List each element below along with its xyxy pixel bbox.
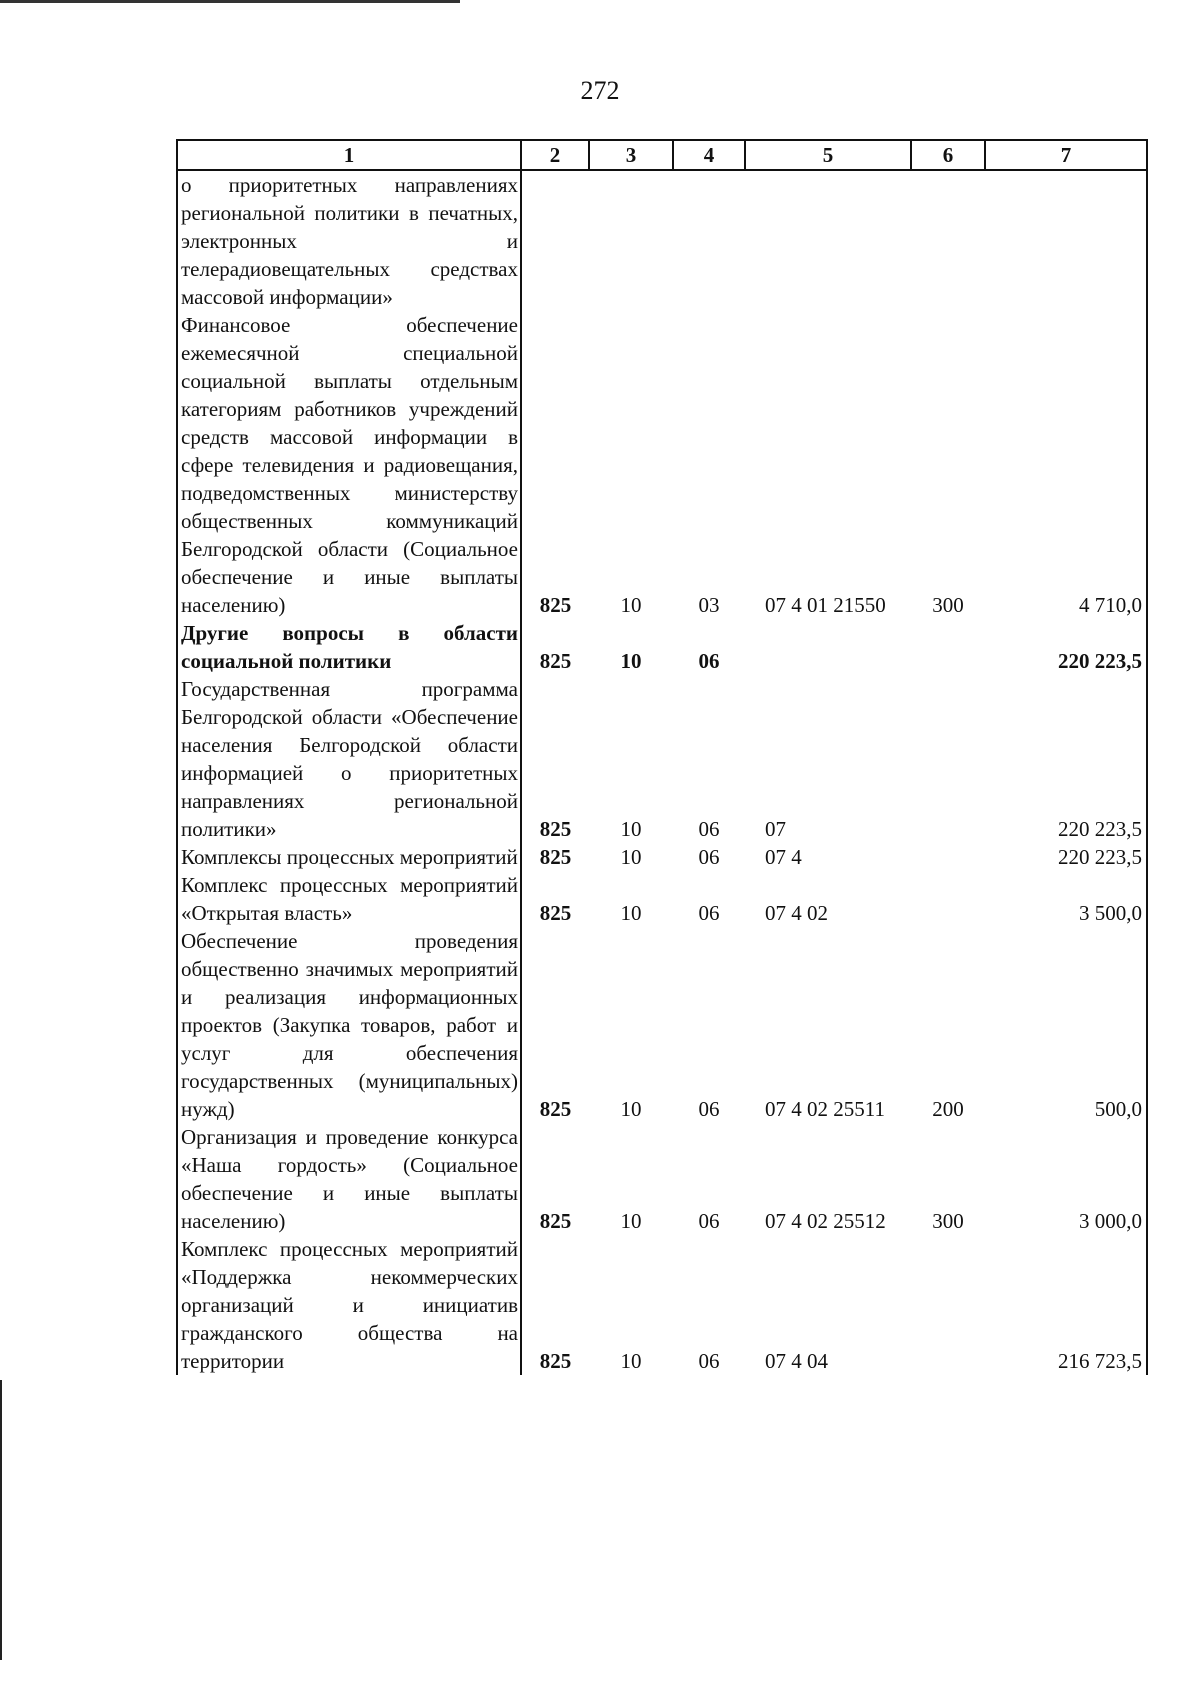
row-description: Государственная программа Белгородской области «Обеспечение населения Белгородской области информацией о приоритетных направлениях региональной политики» bbox=[177, 675, 521, 843]
row-ministry-code: 825 bbox=[539, 1349, 572, 1373]
column-header: 7 bbox=[985, 140, 1147, 170]
row-expense-type bbox=[911, 170, 985, 311]
row-subsection: 06 bbox=[698, 1209, 720, 1233]
row-section bbox=[589, 170, 673, 311]
row-ministry-code: 825 bbox=[539, 817, 572, 841]
row-amount: 3 500,0 bbox=[985, 871, 1147, 927]
column-header: 4 bbox=[673, 140, 745, 170]
row-section: 10 bbox=[620, 901, 642, 925]
table-row bbox=[177, 1235, 1147, 1375]
row-target-code bbox=[745, 619, 911, 675]
table-row bbox=[177, 871, 1147, 927]
row-description: Комплекс процессных мероприятий «Поддержка некоммерческих организаций и инициатив гражданского общества на территории bbox=[177, 1235, 521, 1375]
row-target-code: 07 4 02 bbox=[765, 901, 828, 925]
row-description: Финансовое обеспечение ежемесячной специальной социальной выплаты отдельным категориям работников учреждений средств массовой информации в сфере телевидения и радиовещания, подведомственных министерству общественных коммуникаций Белгородской области (Социальное обеспечение и иные выплаты населению) bbox=[177, 311, 521, 619]
row-expense-type: 300 bbox=[932, 1209, 964, 1233]
row-section: 10 bbox=[620, 649, 642, 673]
row-subsection: 06 bbox=[698, 649, 720, 673]
row-expense-type bbox=[911, 871, 985, 927]
table-row bbox=[177, 311, 1147, 619]
table-row bbox=[177, 619, 1147, 675]
row-target-code bbox=[745, 170, 911, 311]
row-subsection: 06 bbox=[698, 817, 720, 841]
row-expense-type bbox=[911, 1235, 985, 1375]
row-description: Комплекс процессных мероприятий «Открытая власть» bbox=[177, 871, 521, 927]
row-expense-type: 300 bbox=[932, 593, 964, 617]
row-description: Обеспечение проведения общественно значимых мероприятий и реализация информационных проектов (Закупка товаров, работ и услуг для обеспечения государственных (муниципальных) нужд) bbox=[177, 927, 521, 1123]
row-subsection: 06 bbox=[698, 1349, 720, 1373]
row-subsection: 06 bbox=[698, 1097, 720, 1121]
row-expense-type bbox=[911, 843, 985, 871]
row-section: 10 bbox=[620, 1349, 642, 1373]
page-number: 272 bbox=[580, 76, 620, 105]
table-header-row bbox=[177, 140, 1147, 170]
row-amount: 220 223,5 bbox=[985, 619, 1147, 675]
column-header: 5 bbox=[745, 140, 911, 170]
budget-table bbox=[176, 139, 1148, 1375]
row-ministry-code: 825 bbox=[539, 845, 572, 869]
row-target-code: 07 4 bbox=[765, 845, 802, 869]
row-description: о приоритетных направлениях региональной политики в печатных, электронных и телерадиовещательных средствах массовой информации» bbox=[177, 170, 521, 311]
table-row bbox=[177, 170, 1147, 311]
row-amount: 220 223,5 bbox=[985, 675, 1147, 843]
row-target-code: 07 4 02 25511 bbox=[765, 1097, 885, 1121]
row-section: 10 bbox=[620, 1209, 642, 1233]
row-ministry-code: 825 bbox=[539, 901, 572, 925]
row-section: 10 bbox=[620, 845, 642, 869]
row-amount: 4 710,0 bbox=[985, 311, 1147, 619]
row-amount: 3 000,0 bbox=[985, 1123, 1147, 1235]
row-expense-type bbox=[911, 675, 985, 843]
row-amount: 500,0 bbox=[985, 927, 1147, 1123]
row-section: 10 bbox=[620, 1097, 642, 1121]
row-description: Комплексы процессных мероприятий bbox=[177, 843, 521, 871]
row-amount: 216 723,5 bbox=[985, 1235, 1147, 1375]
row-ministry-code: 825 bbox=[539, 593, 572, 617]
column-header: 3 bbox=[589, 140, 673, 170]
top-edge-line bbox=[0, 0, 460, 3]
row-ministry-code: 825 bbox=[539, 1097, 572, 1121]
row-amount: 220 223,5 bbox=[985, 843, 1147, 871]
binding-edge-line bbox=[0, 1380, 2, 1660]
row-description: Организация и проведение конкурса «Наша гордость» (Социальное обеспечение и иные выплаты населению) bbox=[177, 1123, 521, 1235]
column-header: 1 bbox=[177, 140, 521, 170]
row-target-code: 07 4 04 bbox=[765, 1349, 828, 1373]
table-row bbox=[177, 927, 1147, 1123]
row-description: Другие вопросы в области социальной политики bbox=[177, 619, 521, 675]
column-header: 6 bbox=[911, 140, 985, 170]
row-section: 10 bbox=[620, 593, 642, 617]
row-subsection bbox=[673, 170, 745, 311]
table-row bbox=[177, 675, 1147, 843]
row-target-code: 07 bbox=[765, 817, 786, 841]
row-expense-type: 200 bbox=[932, 1097, 964, 1121]
row-section: 10 bbox=[620, 817, 642, 841]
row-ministry-code bbox=[521, 170, 589, 311]
column-header: 2 bbox=[521, 140, 589, 170]
table-row bbox=[177, 843, 1147, 871]
row-subsection: 06 bbox=[698, 845, 720, 869]
row-target-code: 07 4 01 21550 bbox=[765, 593, 886, 617]
row-ministry-code: 825 bbox=[539, 649, 572, 673]
row-target-code: 07 4 02 25512 bbox=[765, 1209, 886, 1233]
row-amount bbox=[985, 170, 1147, 311]
row-expense-type bbox=[911, 619, 985, 675]
row-subsection: 03 bbox=[698, 593, 720, 617]
row-subsection: 06 bbox=[698, 901, 720, 925]
row-ministry-code: 825 bbox=[539, 1209, 572, 1233]
table-row bbox=[177, 1123, 1147, 1235]
